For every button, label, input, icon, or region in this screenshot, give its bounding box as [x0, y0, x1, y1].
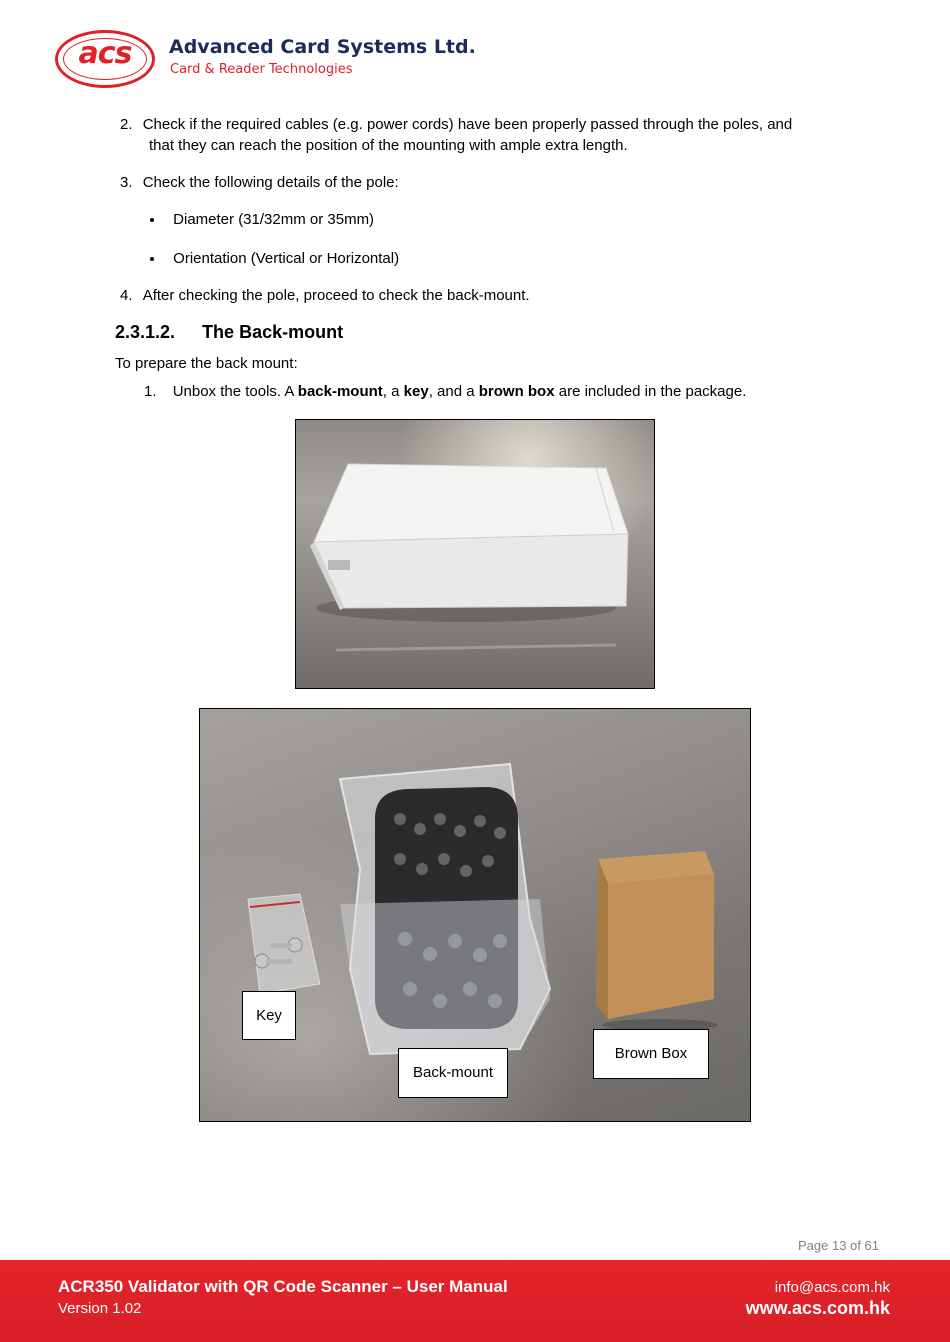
company-tagline: Card & Reader Technologies: [170, 62, 353, 77]
section-heading: [115, 322, 343, 343]
white-box-illustration: [296, 420, 654, 688]
step-2: 2. Check if the required cables (e.g. power cords) have been properly passed through the poles, and: [120, 116, 793, 133]
photo-white-box: [295, 419, 655, 689]
label-brown-box: Brown Box: [593, 1029, 709, 1079]
section-title: The Back-mount: [202, 322, 344, 342]
footer-email[interactable]: info@acs.com.hk: [774, 1279, 890, 1296]
step-2-line1: Check if the required cables (e.g. power cords) have been properly passed through the poles, and: [142, 116, 793, 133]
bullet-diameter: Diameter (31/32mm or 35mm): [150, 209, 374, 230]
bullet-orientation: Orientation (Vertical or Horizontal): [150, 248, 399, 269]
step-3: 3. Check the following details of the pole:: [120, 174, 399, 191]
footer-bar: [0, 1260, 950, 1342]
intro-text: To prepare the back mount:: [115, 355, 298, 372]
step-4: 4. After checking the pole, proceed to check the back-mount.: [120, 287, 530, 304]
footer-version: Version 1.02: [58, 1300, 142, 1317]
label-key: Key: [242, 991, 296, 1040]
step-unbox: 1. Unbox the tools. A back-mount, a key, and a brown box are included in the package.: [144, 383, 747, 400]
photo-package-contents: [199, 708, 751, 1122]
bullet-icon: [150, 218, 154, 222]
company-name: Advanced Card Systems Ltd.: [169, 36, 476, 58]
footer-website[interactable]: www.acs.com.hk: [745, 1298, 890, 1318]
label-back-mount: Back-mount: [398, 1048, 508, 1098]
step-3-text: Check the following details of the pole:: [142, 174, 399, 191]
footer-title: ACR350 Validator with QR Code Scanner – User Manual: [58, 1277, 508, 1296]
step-2-line2: that they can reach the position of the mounting with ample extra length.: [149, 137, 628, 154]
bullet-icon: [150, 257, 154, 261]
company-logo: [55, 30, 475, 92]
page-number: Page 13 of 61: [798, 1238, 879, 1253]
section-number: 2.3.1.2.: [115, 322, 176, 342]
logo-mark: acs: [78, 36, 132, 71]
